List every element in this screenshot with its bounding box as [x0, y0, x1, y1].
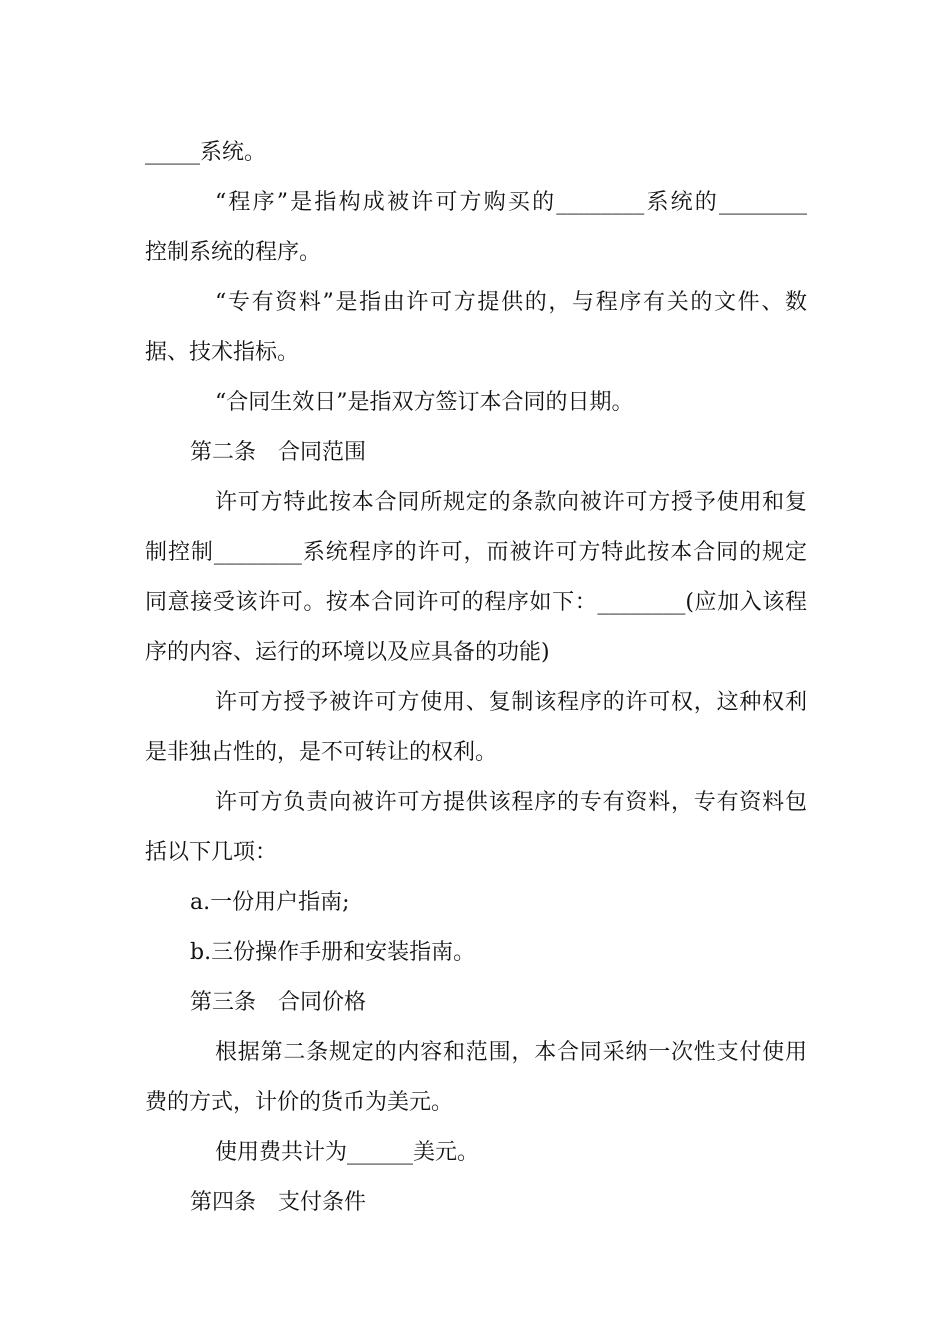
text-line-license-right-1: 许可方授予被许可方使用、复制该程序的许可权，这种权利	[215, 690, 807, 715]
article-4-heading: 第四条 支付条件	[190, 1190, 367, 1215]
text-line-materials-2: 括以下几项：	[145, 840, 278, 865]
text-line-system-end: _____系统。	[145, 140, 267, 165]
text-line-price-2: 费的方式，计价的货币为美元。	[145, 1090, 454, 1115]
list-item-b: b.三份操作手册和安装指南。	[190, 940, 476, 965]
list-item-a: a.一份用户指南;	[190, 890, 350, 915]
text-line-scope-3: 同意接受该许可。按本合同许可的程序如下：________(应加入该程	[145, 590, 807, 615]
text-line-program-def-cont: 控制系统的程序。	[145, 240, 322, 265]
article-2-heading: 第二条 合同范围	[190, 440, 367, 465]
text-line-scope-2: 制控制________系统程序的许可，而被许可方特此按本合同的规定	[145, 540, 807, 565]
text-line-proprietary-def: “专有资料”是指由许可方提供的，与程序有关的文件、数	[215, 290, 807, 315]
text-line-scope-1: 许可方特此按本合同所规定的条款向被许可方授予使用和复	[215, 490, 807, 515]
text-line-fee-total: 使用费共计为______美元。	[215, 1140, 480, 1165]
text-line-scope-4: 序的内容、运行的环境以及应具备的功能)	[145, 640, 550, 665]
text-line-license-right-2: 是非独占性的，是不可转让的权利。	[145, 740, 498, 765]
text-line-program-def: “程序”是指构成被许可方购买的________系统的________	[215, 190, 807, 215]
text-line-price-1: 根据第二条规定的内容和范围，本合同采纳一次性支付使用	[215, 1040, 807, 1065]
text-line-effective-date-def: “合同生效日”是指双方签订本合同的日期。	[215, 390, 634, 415]
text-line-proprietary-def-cont: 据、技术指标。	[145, 340, 300, 365]
text-line-materials-1: 许可方负责向被许可方提供该程序的专有资料，专有资料包	[215, 790, 807, 815]
article-3-heading: 第三条 合同价格	[190, 990, 367, 1015]
